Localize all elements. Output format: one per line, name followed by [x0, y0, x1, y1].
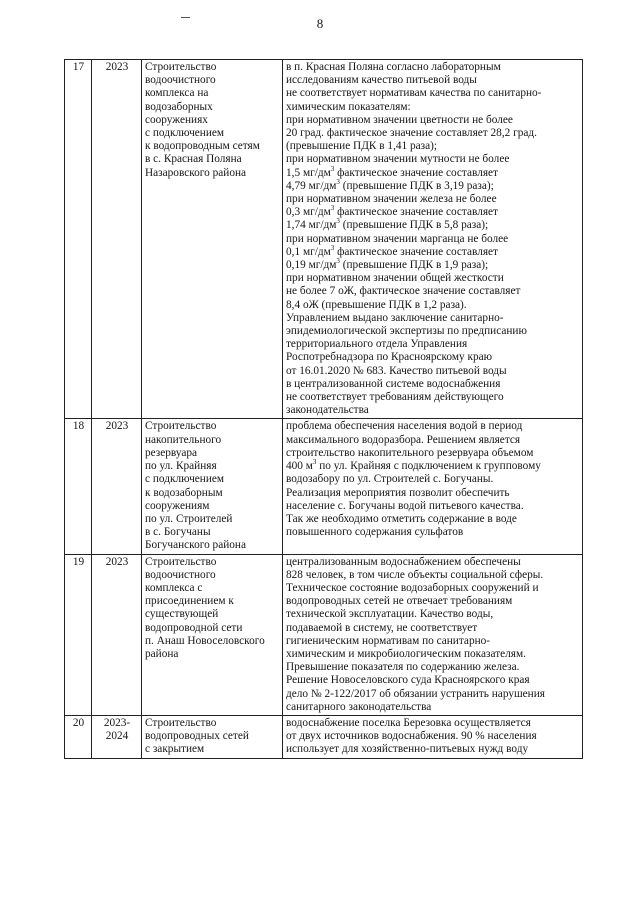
- project-justification: [283, 554, 583, 715]
- scan-mark: [181, 17, 190, 18]
- justification-line: население с. Богучаны водой питьевого качества.: [286, 499, 524, 512]
- justification-line: гигиеническим нормативам по санитарно-: [286, 634, 491, 647]
- justification-line: химическим и микробиологическим показателям.: [286, 647, 526, 660]
- justification-line: 8,4 оЖ (превышение ПДК в 1,2 раза).: [286, 298, 467, 311]
- justification-line: 0,19 $мг/дм^3$ (превышение ПДК в 1,9 раза);: [286, 257, 489, 272]
- row-year: [92, 554, 142, 715]
- justification-line: химическим показателям:: [286, 100, 411, 113]
- row-number: 20: [65, 715, 92, 758]
- project-name-line: Строительство: [145, 61, 217, 73]
- justification-line: при нормативном значении марганца не более: [286, 232, 509, 245]
- justification-line: подаваемой в систему, не соответствует: [286, 621, 478, 634]
- justification-line: Реализация мероприятия позволит обеспечить: [286, 486, 510, 499]
- projects-table: [64, 59, 583, 759]
- justification-line: 1,5 $мг/дм^3$ фактическое значение составляет: [286, 164, 498, 179]
- justification-line: 1,74 $мг/дм^3$ (превышение ПДК в 5,8 раза);: [286, 217, 489, 232]
- project-name: [142, 715, 283, 758]
- justification-line: при нормативном значении мутности не более: [286, 153, 510, 166]
- justification-line: 0,1 $мг/дм^3$ фактическое значение составляет: [286, 244, 498, 258]
- project-name-line: водопроводной сети: [145, 621, 243, 634]
- justification-line: от двух источников водоснабжения. 90 % населения: [286, 730, 537, 743]
- justification-line: Решение Новоселовского суда Красноярского края: [286, 674, 530, 687]
- justification-line: не более 7 оЖ, фактическое значение составляет: [286, 285, 521, 298]
- project-name-line: существующей: [145, 608, 219, 621]
- justification-line: водозабору по ул. Строителей с. Богучаны.: [286, 473, 494, 486]
- justification-line: 0,3 $мг/дм^3$ фактическое значение составляет: [286, 204, 498, 219]
- justification-line: максимального водоразбора. Решением является: [286, 433, 521, 446]
- project-name-line: к водопроводным сетям: [145, 140, 260, 153]
- project-name-line: накопительного: [145, 433, 222, 446]
- justification-line: эпидемиологической экспертизы по предписанию: [286, 325, 527, 338]
- justification-line: санитарного законодательства: [286, 700, 432, 713]
- row-year: [92, 60, 142, 419]
- justification-line: повышенного содержания сульфатов: [286, 526, 464, 539]
- project-name-line: к водозаборным: [145, 486, 223, 499]
- project-name-line: водоочистного: [145, 74, 216, 87]
- justification-line: при нормативном значении железа не более: [286, 193, 497, 206]
- justification-line: не соответствует требованиям действующего: [286, 391, 504, 404]
- justification-line: водопроводных сетей не отвечает требованиям: [286, 595, 513, 608]
- project-name-line: в с. Богучаны: [145, 526, 211, 539]
- project-name-line: присоединением к: [145, 595, 234, 608]
- year-line: 2024: [105, 730, 129, 743]
- project-justification: [283, 60, 583, 419]
- projects-table-body: [65, 60, 583, 759]
- project-name-line: комплекса на: [145, 87, 209, 100]
- project-name-line: с закрытием: [145, 743, 205, 756]
- project-name-line: Строительство: [145, 555, 217, 568]
- table-row: [65, 60, 583, 419]
- justification-line: технической эксплуатации. Качество воды,: [286, 608, 494, 621]
- year-line: 2023-: [103, 716, 131, 729]
- project-name-line: с подключением: [145, 473, 225, 486]
- justification-line: Роспотребнадзора по Красноярскому краю: [286, 351, 493, 364]
- justification-line: централизованным водоснабжением обеспечены: [286, 555, 521, 568]
- justification-line: 20 град. фактическое значение составляет 28,2 град.: [286, 127, 537, 140]
- justification-line: не соответствует нормативам качества по санитарно-: [286, 87, 542, 100]
- row-number: 17: [65, 60, 92, 419]
- project-name-line: водозаборных: [145, 100, 213, 113]
- project-name-line: Богучанского района: [145, 539, 246, 552]
- justification-line: исследованиям качество питьевой воды: [286, 74, 477, 87]
- project-name-line: по ул. Крайняя: [145, 460, 217, 473]
- row-number: 19: [65, 554, 92, 715]
- row-year: [92, 715, 142, 758]
- row-year: [92, 419, 142, 554]
- project-name-line: по ул. Строителей: [145, 512, 233, 525]
- project-name: [142, 554, 283, 715]
- justification-line: Техническое состояние водозаборных сооружений и: [286, 581, 539, 594]
- project-name-line: комплекса с: [145, 581, 203, 594]
- project-name-line: Назаровского района: [145, 166, 247, 179]
- justification-line: законодательства: [286, 404, 369, 417]
- justification-line: использует для хозяйственно-питьевых нужд воду: [286, 743, 529, 756]
- justification-line: (превышение ПДК в 1,41 раза);: [286, 140, 438, 153]
- justification-line: в п. Красная Поляна согласно лабораторным: [286, 61, 501, 73]
- justification-line: водоснабжение поселка Березовка осуществляется: [286, 716, 531, 729]
- justification-line: в централизованной системе водоснабжения: [286, 377, 501, 390]
- year-line: 2023: [105, 61, 129, 73]
- page-number: 8: [316, 16, 324, 31]
- row-number: 18: [65, 419, 92, 554]
- justification-line: проблема обеспечения населения водой в период: [286, 420, 523, 433]
- project-justification: [283, 715, 583, 758]
- project-name-line: Строительство: [145, 716, 217, 729]
- justification-line: при нормативном значении цветности не более: [286, 113, 513, 126]
- year-line: 2023: [105, 420, 129, 433]
- project-name-line: сооружениям: [145, 499, 210, 512]
- table-row: [65, 554, 583, 715]
- justification-line: при нормативном значении общей жесткости: [286, 272, 504, 285]
- project-name-line: в с. Красная Поляна: [145, 153, 242, 166]
- project-name-line: Строительство: [145, 420, 217, 433]
- project-name-line: водопроводных сетей: [145, 730, 249, 743]
- project-name-line: водоочистного: [145, 568, 216, 581]
- project-name-line: п. Анаш Новоселовского: [145, 634, 265, 647]
- project-name: [142, 60, 283, 419]
- project-name: [142, 419, 283, 554]
- project-name-line: с подключением: [145, 127, 225, 140]
- justification-line: 4,79 $мг/дм^3$ (превышение ПДК в 3,19 раза);: [286, 178, 494, 192]
- justification-line: от 16.01.2020 № 683. Качество питьевой воды: [286, 364, 507, 377]
- justification-line: Превышение показателя по содержанию железа.: [286, 661, 520, 674]
- justification-line: Так же необходимо отметить содержание в воде: [286, 512, 517, 525]
- justification-line: строительство накопительного резервуара объемом: [286, 446, 534, 459]
- table-row: [65, 419, 583, 554]
- table-row: [65, 715, 583, 758]
- year-line: 2023: [105, 555, 129, 568]
- justification-line: 400 $м^3$ по ул. Крайняя с подключением к групповому: [286, 458, 541, 473]
- project-name-line: сооружениях: [145, 113, 208, 126]
- project-name-line: района: [145, 647, 179, 660]
- justification-line: 828 человек, в том числе объекты социальной сферы.: [286, 568, 544, 581]
- justification-line: территориального отдела Управления: [286, 338, 468, 351]
- project-justification: [283, 419, 583, 554]
- justification-line: дело № 2-122/2017 об обязании устранить нарушения: [286, 687, 545, 700]
- project-name-line: резервуара: [145, 446, 198, 459]
- justification-line: Управлением выдано заключение санитарно-: [286, 311, 504, 324]
